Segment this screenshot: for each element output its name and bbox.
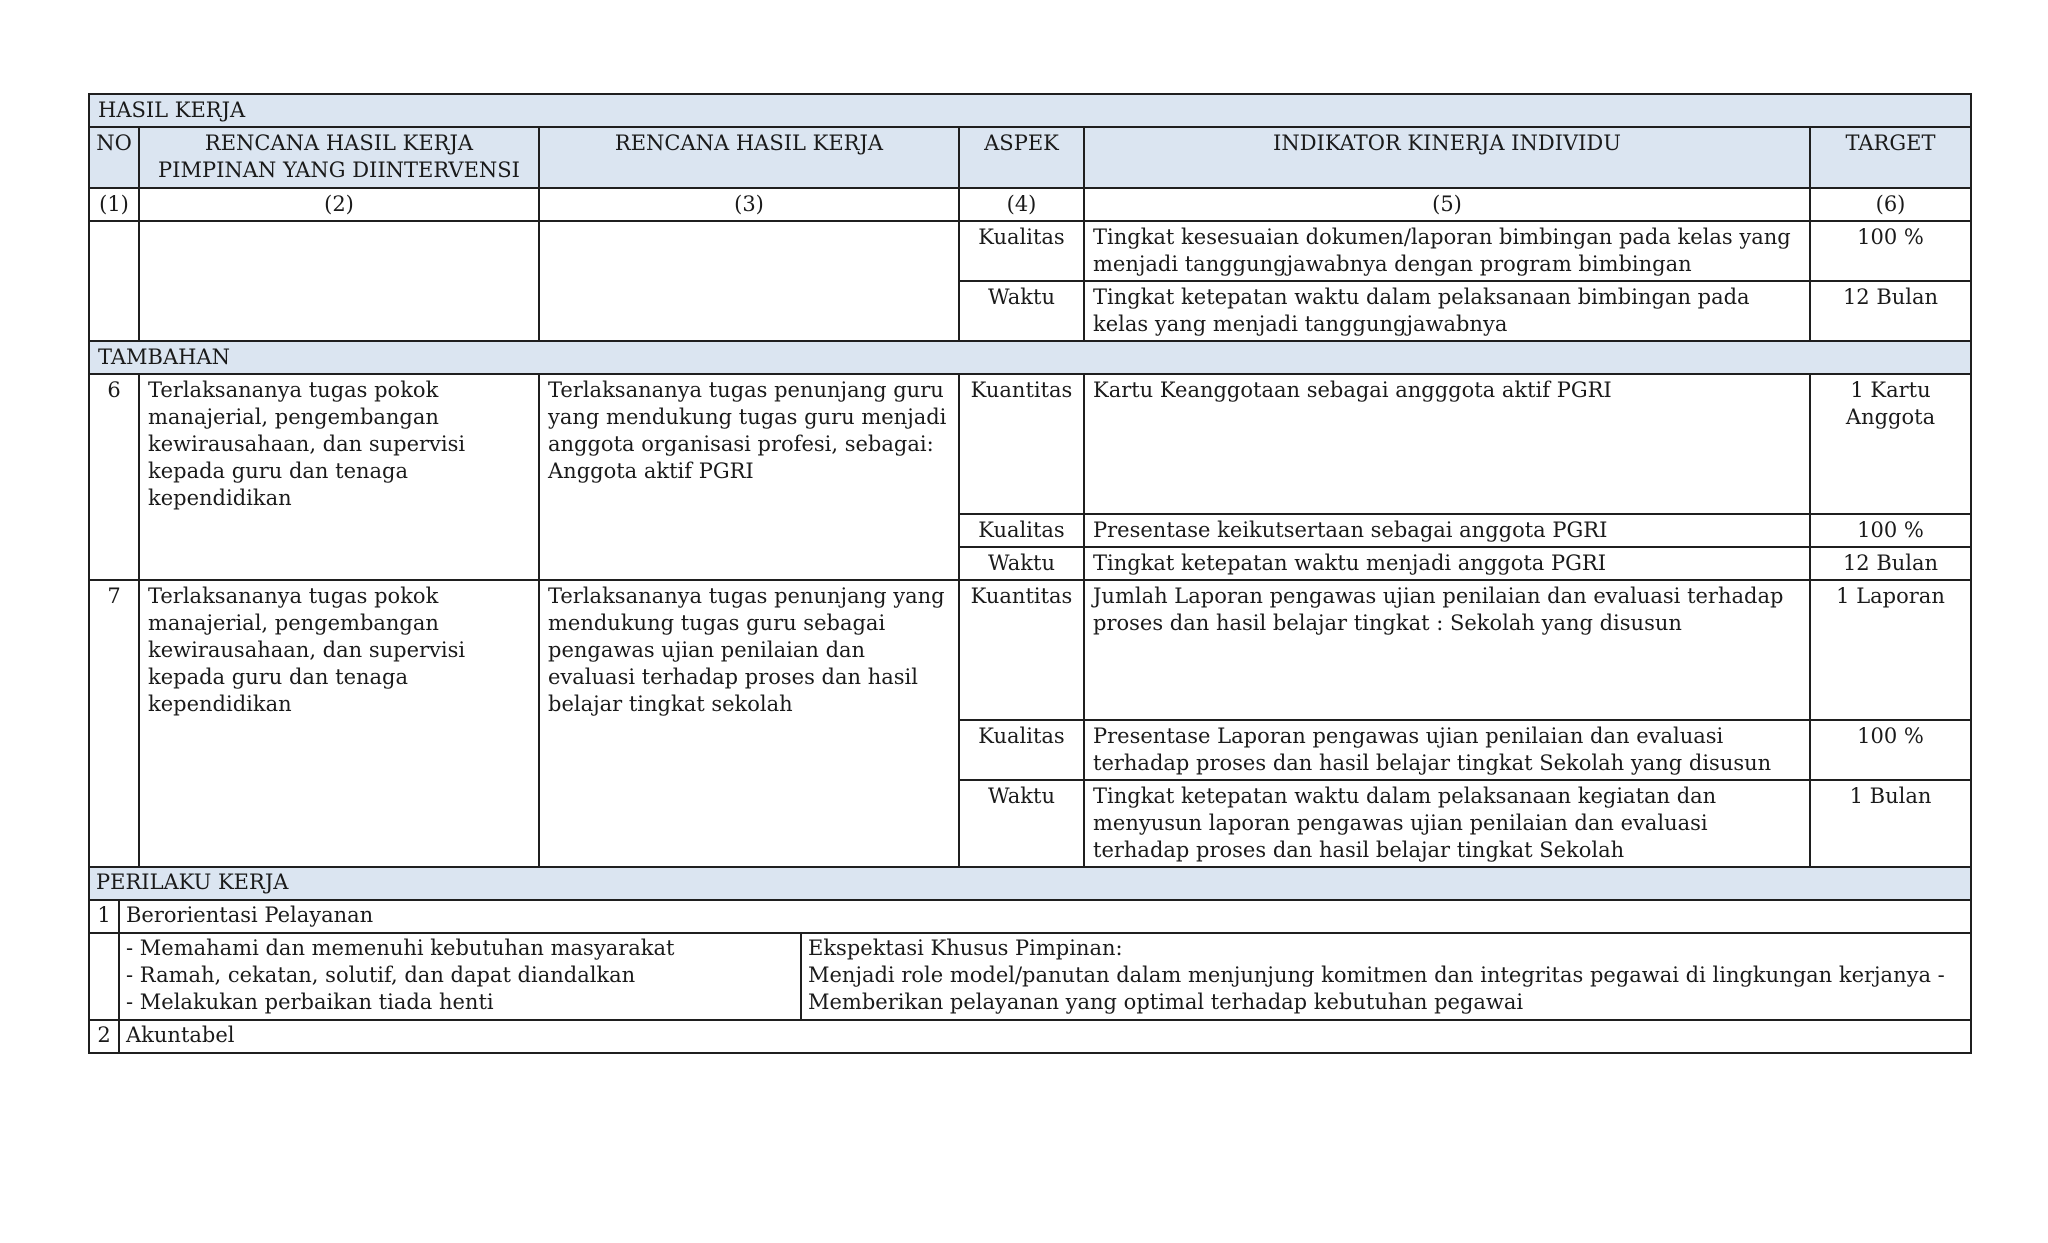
- behavior-row: [89, 1020, 1971, 1053]
- col-number: (5): [1084, 188, 1810, 221]
- aspek-cell: Waktu: [959, 547, 1084, 580]
- header-indikator: INDIKATOR KINERJA INDIVIDU: [1084, 127, 1810, 188]
- section-row-hasil-kerja: [89, 94, 1971, 127]
- table-row: [89, 221, 1971, 281]
- aspek-cell: Kuantitas: [959, 374, 1084, 514]
- target-cell: 12 Bulan: [1810, 547, 1971, 580]
- perilaku-kerja-table: [88, 866, 1972, 1054]
- behavior-row: [89, 900, 1971, 933]
- behavior-point: - Melakukan perbaikan tiada henti: [126, 990, 494, 1014]
- target-cell: 100 %: [1810, 514, 1971, 547]
- section-title-hasil-kerja: HASIL KERJA: [89, 94, 1971, 127]
- behavior-number: 1: [89, 900, 119, 933]
- indikator-cell: Jumlah Laporan pengawas ujian penilaian dan evaluasi terhadap proses dan hasil belajar tingkat : Sekolah yang disusun: [1084, 580, 1810, 720]
- indikator-cell: Presentase Laporan pengawas ujian penilaian dan evaluasi terhadap proses dan hasil belajar tingkat Sekolah yang disusun: [1084, 720, 1810, 780]
- behavior-detail-row: [89, 933, 1971, 1020]
- aspek-cell: Kualitas: [959, 514, 1084, 547]
- rencana-cell: Terlaksananya tugas penunjang guru yang mendukung tugas guru menjadi anggota organisasi profesi, sebagai: Anggota aktif PGRI: [539, 374, 959, 580]
- indikator-cell: Tingkat ketepatan waktu dalam pelaksanaan kegiatan dan menyusun laporan pengawas ujian penilaian dan evaluasi terhadap proses dan hasil belajar tingkat Sekolah: [1084, 780, 1810, 867]
- empty-cell: [539, 221, 959, 341]
- behavior-point: - Memahami dan memenuhi kebutuhan masyarakat: [126, 936, 675, 960]
- behavior-points: [119, 933, 801, 1020]
- col-number: (1): [89, 188, 139, 221]
- indikator-cell: Kartu Keanggotaan sebagai angggota aktif PGRI: [1084, 374, 1810, 514]
- indikator-cell: Tingkat kesesuaian dokumen/laporan bimbingan pada kelas yang menjadi tanggungjawabnya dengan program bimbingan: [1084, 221, 1810, 281]
- aspek-cell: Waktu: [959, 780, 1084, 867]
- col-number: (3): [539, 188, 959, 221]
- empty-cell: [89, 221, 139, 341]
- behavior-title: Akuntabel: [119, 1020, 1971, 1053]
- rencana-pimpinan-cell: Terlaksananya tugas pokok manajerial, pengembangan kewirausahaan, dan supervisi kepada guru dan tenaga kependidikan: [139, 580, 539, 867]
- indikator-cell: Presentase keikutsertaan sebagai anggota PGRI: [1084, 514, 1810, 547]
- ekspektasi-label: Ekspektasi Khusus Pimpinan:: [808, 936, 1123, 960]
- table-row: [89, 374, 1971, 514]
- target-cell: 1 Kartu Anggota: [1810, 374, 1971, 514]
- section-row-tambahan: [89, 341, 1971, 374]
- target-cell: 100 %: [1810, 720, 1971, 780]
- target-cell: 1 Bulan: [1810, 780, 1971, 867]
- ekspektasi-text: Menjadi role model/panutan dalam menjunjung komitmen dan integritas pegawai di lingkungan kerjanya - Memberikan pelayanan yang optimal terhadap kebutuhan pegawai: [808, 963, 1945, 1014]
- col-number: (6): [1810, 188, 1971, 221]
- rencana-pimpinan-cell: Terlaksananya tugas pokok manajerial, pengembangan kewirausahaan, dan supervisi kepada guru dan tenaga kependidikan: [139, 374, 539, 580]
- header-aspek: ASPEK: [959, 127, 1084, 188]
- empty-cell: [139, 221, 539, 341]
- table-row: [89, 580, 1971, 720]
- indikator-cell: Tingkat ketepatan waktu dalam pelaksanaan bimbingan pada kelas yang menjadi tanggungjawabnya: [1084, 281, 1810, 341]
- behavior-number: 2: [89, 1020, 119, 1053]
- column-number-row: [89, 188, 1971, 221]
- aspek-cell: Kuantitas: [959, 580, 1084, 720]
- section-title-tambahan: TAMBAHAN: [89, 341, 1971, 374]
- behavior-title: Berorientasi Pelayanan: [119, 900, 1971, 933]
- header-target: TARGET: [1810, 127, 1971, 188]
- header-rencana: RENCANA HASIL KERJA: [539, 127, 959, 188]
- ekspektasi-cell: [801, 933, 1971, 1020]
- item-number: 7: [89, 580, 139, 867]
- aspek-cell: Waktu: [959, 281, 1084, 341]
- performance-document: [88, 93, 1970, 1054]
- header-rencana-pimpinan: RENCANA HASIL KERJA PIMPINAN YANG DIINTERVENSI: [139, 127, 539, 188]
- header-row: [89, 127, 1971, 188]
- rencana-cell: Terlaksananya tugas penunjang yang mendukung tugas guru sebagai pengawas ujian penilaian dan evaluasi terhadap proses dan hasil belajar tingkat sekolah: [539, 580, 959, 867]
- target-cell: 1 Laporan: [1810, 580, 1971, 720]
- header-no: NO: [89, 127, 139, 188]
- item-number: 6: [89, 374, 139, 580]
- behavior-point: - Ramah, cekatan, solutif, dan dapat diandalkan: [126, 963, 636, 987]
- target-cell: 12 Bulan: [1810, 281, 1971, 341]
- section-row-perilaku-kerja: [89, 867, 1971, 900]
- empty-cell: [89, 933, 119, 1020]
- hasil-kerja-table: [88, 93, 1972, 868]
- indikator-cell: Tingkat ketepatan waktu menjadi anggota PGRI: [1084, 547, 1810, 580]
- target-cell: 100 %: [1810, 221, 1971, 281]
- col-number: (4): [959, 188, 1084, 221]
- aspek-cell: Kualitas: [959, 221, 1084, 281]
- col-number: (2): [139, 188, 539, 221]
- section-title-perilaku-kerja: PERILAKU KERJA: [89, 867, 1971, 900]
- aspek-cell: Kualitas: [959, 720, 1084, 780]
